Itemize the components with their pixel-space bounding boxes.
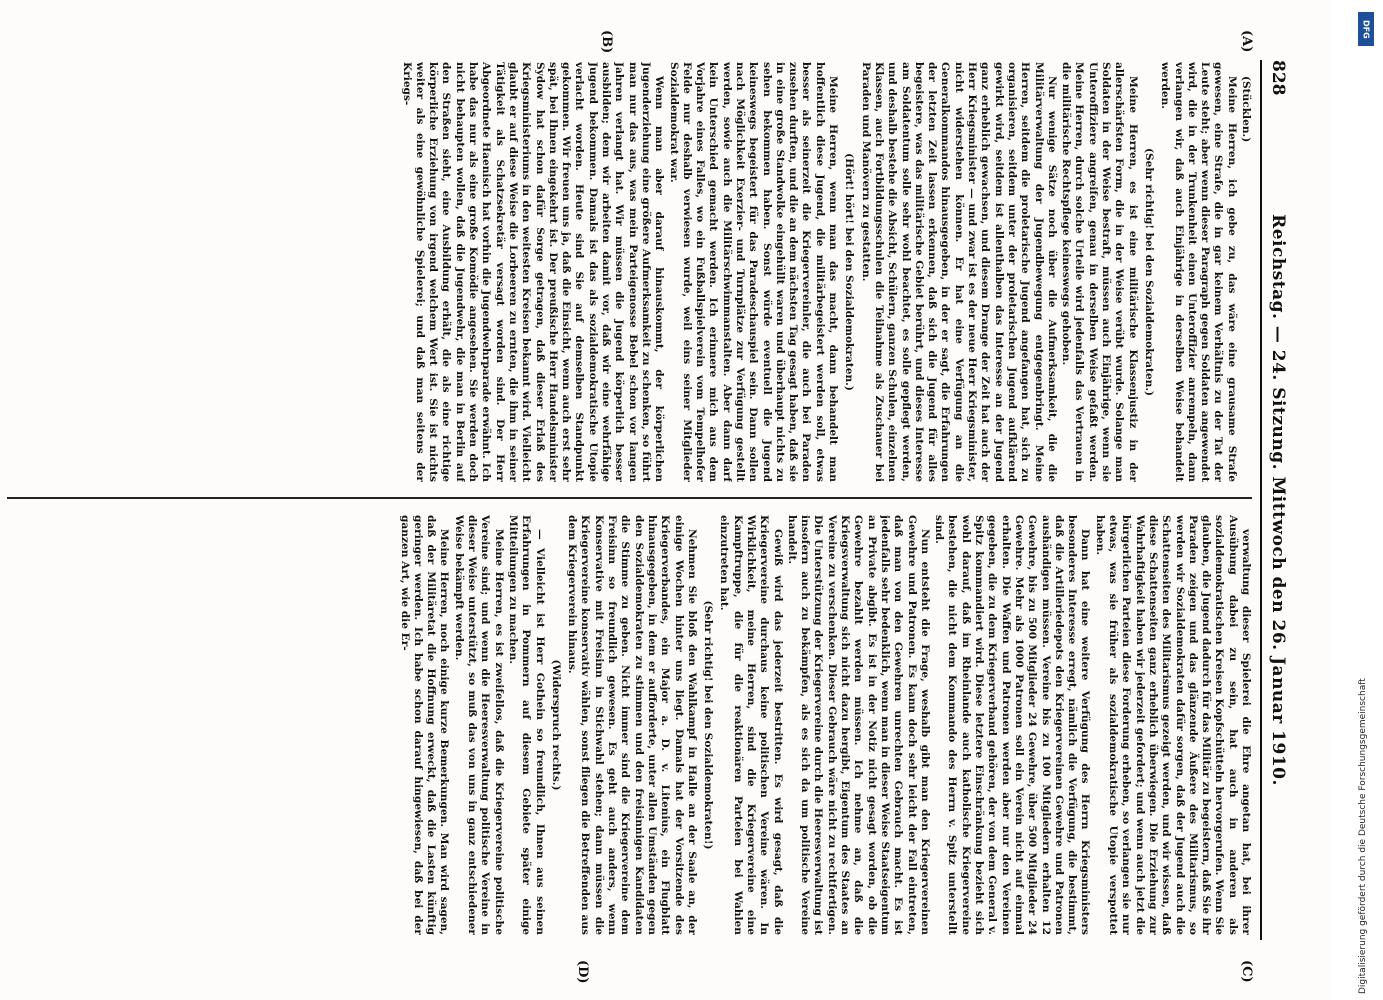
paragraph: Nehmen Sie bloß den Wahlkampf in Halle an der Saale an, der einige Wochen hinter uns liegt. Damals hat der Vorsitzende des Kriegerverbandes, ein Major a. D. v. Litenius, ein Flugblatt hinausgegeben, in dem er aufforderte, unter allen Umständen gegen den Sozialdemokraten zu stimmen und den freisinnigen Kandidaten die Stimme zu geben. Nicht immer sind die Kriegervereine dem Freisinn so freundlich gewesen. Es geht auch anders, wenn Konservative mit Freisinn in Stichwahl stehen; dann müssen die Kriegervereine konservativ wählen, sonst fliegen die Betreffenden aus dem Kriegerverein hinaus. bbox=[566, 515, 698, 935]
margin-marker-c: (C) bbox=[1239, 960, 1254, 983]
left-column bbox=[7, 62, 1252, 482]
page-title: Reichstag. — 24. Sitzung. Mittwoch den 26. Januar 1910. bbox=[1268, 214, 1288, 786]
interjection: (Sehr richtig! bei den Sozialdemokraten!) bbox=[702, 600, 715, 850]
dfg-logo: DFG bbox=[1358, 12, 1374, 46]
column-divider bbox=[7, 497, 1252, 499]
paragraph: Wenn man aber darauf hinauskommt, der körperlichen Jugenderziehung eine größere Aufmerksamkeit zu schenken, so führt man nur das aus, was mein Parteigenosse Bebel schon vor langen Jahren verlangt hat. Wir müssen die Jugend körperlich besser ausbilden; dem wir arbeiten damit vor, daß wir eine wehrfähige Jugend bekommen. Damals ist das als sozialdemokratische Utopie verlacht worden. Heute sind Sie auf demselben Standpunkt gekommen. Wir freuen uns ja, daß die Einsicht, wenn auch erst sehr spät, bei Ihnen eingekehrt ist. Der preußische Herr Handelsminister Sydow hat schon dafür Sorge getragen, daß dieser Erlaß des Kriegsministeriums in den weitesten Kreisen bekannt wird. Vielleicht glaubt er auf diese Weise die Lorbeeren zu ernten, die ihm in seiner Tätigkeit als Schatzsekretär versagt worden sind. Der Herr Abgeordnete Haenisch hat vorhin die Jugendwehrparade erwähnt. Ich habe das nur als eine große Komödie angesehen. Sie werden doch nicht behaupten wollen, daß die Jugendwehr, die man in Berlin auf den Straßen sieht, eine Ausbildung erhält, die als eine richtige körperliche Erziehung von irgend welchem Wert ist. Sie ist nichts weiter als eine gewöhnliche Spielerei; und daß man seitens der Kriegs- bbox=[400, 62, 666, 482]
paragraph: Nun entsteht die Frage, weshalb gibt man den Kriegervereinen Gewehre und Patronen. Es kann doch sehr leicht der Fall eintreten, daß man von den Gewehren unrechten Gebrauch macht. Es ist jedenfalls sehr bedenklich, wenn man in dieser Weise Staatseigentum an Private abgibt. Es ist in der Notiz nicht gesagt worden, ob die Gewehre bezahlt werden müssen. Ich nehme an, daß die Kriegsverwaltung sich nicht dazu hergibt, Eigentum des Staates an Vereine zu verschenken. Dieser Gebrauch wäre nicht zu rechtfertigen. Die Unterstützung der Kriegervereine durch die Heeresverwaltung ist insofern auch zu bekämpfen, als es sich da um politische Vereine handelt. bbox=[785, 515, 931, 935]
margin-marker-a: (A) bbox=[1239, 30, 1254, 53]
running-head bbox=[1260, 60, 1290, 940]
interjection: (Hört! hört! bei den Sozialdemokraten.) bbox=[843, 153, 856, 391]
paragraph: Meine Herren, wenn man das macht, dann behandelt man hoffentlich diese Jugend, die militärbegeistert werden soll, etwas besser als seinerzeit die Kriegervereinler, die auch bei Paraden zusehen durften, und die an dem nächsten Tag gesagt haben, daß sie in eine große Standwolke eingehüllt waren und überhaupt nichts zu sehen bekommen haben. Sonst würde eventuell die Jugend keineswegs begeistert für das Paradeschauspiel sein. Dann sollen nach Möglichkeit Exerzier- und Turnplätze zur Verfügung gestellt werden, sowie auch die Militärschwimmanstalten. Aber dann darf kein Unterschied gemacht werden. Ich erinnere mich aus dem Vorjahre eines Falles, wo ein Fußballspielverein vom Tempelhofer Felde nur deshalb verwiesen wurde, weil eins seiner Mitglieder Sozialdemokrat war. bbox=[667, 62, 840, 482]
margin-marker-d: (D) bbox=[575, 960, 590, 984]
paragraph: Meine Herren, es ist zweifellos, daß die Kriegervereine politische Vereine sind; und wenn die Heeresverwaltung politische Vereine in dieser Weise unterstützt, so muß das von uns in ganz entschiedener Weise bekämpft werden. bbox=[452, 515, 505, 935]
paragraph: — Vielleicht ist Herr Gothein so freundlich, Ihnen aus seinen Erfahrungen in Pommern auf diesem Gebiete später einige Mitteilungen zu machen. bbox=[506, 515, 546, 935]
paragraph: Dann hat eine weitere Verfügung des Herrn Kriegsministers besonderes Interesse erregt, nämlich die Verfügung, die bestimmt, daß die Artilleriedepots den Kriegervereinen Gewehre und Patronen aushändigen müssen. Vereine bis zu 100 Mitgliedern erhalten 12 Gewehre, bis zu 500 Mitglieder 24 Gewehre, über 500 Mitglieder 24 Gewehre. Mehr als 1000 Patronen soll ein Verein nicht auf einmal erhalten. Die Waffen und Patronen werden aber nur den Vereinen gegeben, die zu dem Kriegerverband gehören, der von dem General v. Spitz kommandiert wird. Diese letztere Einschränkung bezieht sich wohl darauf, daß im Rheinlande auch katholische Kriegervereine bestehen, die nicht dem Kommando des Herrn v. Spitz unterstellt sind. bbox=[933, 515, 1092, 935]
paragraph: verwaltung dieser Spielerei die Ehre angetan hat, bei ihrer Ausübung dabei zu sein, hat auch in anderen als sozialdemokratischen Kreisen Kopfschütteln hervorgerufen. Wenn Sie glauben, die Jugend dadurch für das Militär zu begeistern, daß Sie ihr Paraden zeigen und das glänzende Äußere des Militarismus, so werden wir Sozialdemokraten dafür sorgen, daß der Jugend auch die Schattenseiten des Militarismus gezeigt werden, und wir wissen, daß diese Schattenseiten ganz erheblich überwiegen. Die Erziehung zur Wahrhaftigkeit haben wir jederzeit gefordert; und wenn auch jetzt die bürgerlichen Parteien diese Forderung erheben, so verlangen sie nur etwas, was sie früher als sozialdemokratische Utopie verspottet haben. bbox=[1093, 515, 1252, 935]
interjection: (Sehr richtig! bei den Sozialdemokraten.) bbox=[1142, 147, 1155, 397]
paragraph: Meine Herren, es ist eine militärische Klassenjustiz in der allerschärfsten Form, die in der Weise verübt wurde. Solange man Soldaten in der Weise bestraft, müssen auch Einjährige, wenn sie Unteroffiziere angreifen, genau in derselben Weise gefaßt werden. Meine Herren, durch solche Urteile wird jedenfalls das Vertrauen in die militärische Rechtspflege keineswegs gehoben. bbox=[1060, 62, 1139, 482]
interjection: (Widerspruch rechts.) bbox=[549, 659, 562, 791]
paragraph: (Stücklen.) bbox=[1240, 76, 1252, 143]
paragraph: Meine Herren, ich gebe zu, das wäre eine grausame Strafe gewesen, eine Strafe, die in gar keinem Verhältnis zu der Tat der Leute steht; aber wenn dieser Paragraph gegen Soldaten angewendet wird, die in der Trunkenheit einen Unteroffizier anrempeln, dann verlangen wir, daß auch Einjährige in derselben Weise behandelt werden. bbox=[1159, 62, 1238, 482]
margin-marker-b: (B) bbox=[599, 30, 614, 54]
paragraph: Nur wenige Sätze noch über die Aufmerksamkeit, die die Militärverwaltung der Jugendbewegung entgegenbringt. Meine Herren, seitdem die proletarische Jugend angefangen hat, sich zu organisieren, seitdem unter der proletarischen Jugend aufklärend gewirkt wird, seitdem ist allenthalben das Interesse an der Jugend ganz erheblich gewachsen, und diesem Drange der Zeit hat auch der Herr Kriegsminister — und zwar ist es der neue Herr Kriegsminister, nicht widerstehen können. Er hat eine Verfügung an die Generalkommandos hinausgegeben, in der er sagt, die Erfahrungen der letzten Zeit lassen erkennen, daß sich die Jugend für alles begeistere, was das militärische Gebiet berührt, und dieses Interesse am Soldatentum solle sehr wohl beachtet, es solle gepflegt werden, und deshalb bestehe die Absicht, Schülern, ganzen Schulen, einzelnen Klassen, auch Fortbildungsschulen die Teilnahme als Zuschauer bei Paraden und Manövern zu gestatten. bbox=[859, 62, 1058, 482]
right-column bbox=[7, 515, 1252, 935]
paragraph: Meine Herren, noch einige kurze Bemerkungen. Man wird sagen, daß der Militäretat die Hoffnung erweckt, daß die Lasten künftig geringer werden. Ich habe schon darauf hingewiesen, daß bei der ganzen Art, wie die Er- bbox=[398, 515, 451, 935]
digitization-credit bbox=[1355, 8, 1377, 998]
page-number: 828 bbox=[1268, 60, 1288, 96]
credit-text: Digitalisierung gefördert durch die Deutsche Forschungsgemeinschaft bbox=[1358, 678, 1368, 994]
paragraph: Gewiß wird das jederzeit bestritten. Es wird gesagt, daß die Kriegervereine durchaus keine politischen Vereine wären. In Wirklichkeit, meine Herren, sind die Kriegervereine eine Kampftruppe, die für die reaktionären Parteien bei Wahlen einzutreten hat. bbox=[718, 515, 784, 935]
